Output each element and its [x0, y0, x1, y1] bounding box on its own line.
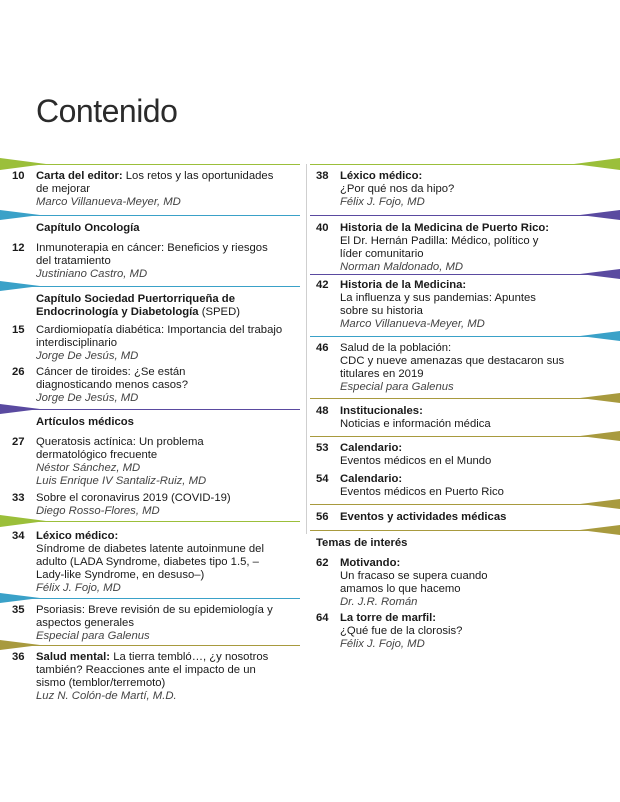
- entry-category: Carta del editor:: [36, 170, 123, 182]
- entry-author: Luz N. Colón-de Martí, M.D.: [36, 690, 177, 702]
- entry-author: Félix J. Fojo, MD: [340, 196, 425, 208]
- divider: [0, 409, 300, 410]
- divider: [0, 598, 300, 599]
- entry-title: ¿Qué fue de la clorosis?: [340, 625, 463, 637]
- page-number: 48: [316, 405, 329, 417]
- page-number: 34: [12, 530, 25, 542]
- entry-title: Sobre el coronavirus 2019 (COVID-19): [36, 492, 231, 504]
- entry-title: Síndrome de diabetes latente autoinmune del adulto (LADA Syndrome, diabetes tipo 1.5, – Lady-like Syndrome, en desuso–): [36, 543, 264, 581]
- entry-author: Diego Rosso-Flores, MD: [36, 505, 160, 517]
- page-number: 33: [12, 492, 25, 504]
- entry-author: Especial para Galenus: [36, 630, 150, 642]
- entry-category: Historia de la Medicina de Puerto Rico:: [340, 222, 550, 234]
- divider: [310, 215, 620, 216]
- entry-author: Félix J. Fojo, MD: [36, 582, 121, 594]
- page-number: 40: [316, 222, 329, 234]
- entry-author: Dr. J.R. Román: [340, 596, 418, 608]
- divider: [0, 521, 300, 522]
- entry-author: Especial para Galenus: [340, 381, 454, 393]
- entry-author: Justiniano Castro, MD: [36, 268, 148, 280]
- page-number: 53: [316, 442, 329, 454]
- page-title: Contenido: [36, 93, 178, 129]
- entry-author: Néstor Sánchez, MD: [36, 462, 141, 474]
- purple-tab-marker: [580, 210, 620, 220]
- section-heading-sped: [36, 293, 286, 319]
- entry-title: Eventos médicos en el Mundo: [340, 455, 492, 467]
- page-number: 62: [316, 557, 329, 569]
- entry-category: Salud mental:: [36, 651, 111, 663]
- page-number: 54: [316, 473, 329, 485]
- divider: [0, 164, 300, 165]
- page-number: 56: [316, 511, 329, 523]
- entry-title: Noticias e información médica: [340, 418, 491, 430]
- olive-tab-marker: [580, 431, 620, 441]
- entry-title: ¿Por qué nos da hipo?: [340, 183, 455, 195]
- olive-tab-marker: [580, 499, 620, 509]
- entry-title: CDC y nueve amenazas que destacaron sus titulares en 2019: [340, 355, 565, 380]
- divider: [310, 336, 620, 337]
- page-number: 36: [12, 651, 25, 663]
- entry-title: Un fracaso se supera cuando amamos lo que hacemo: [340, 570, 488, 595]
- blue-tab-marker: [580, 331, 620, 341]
- divider: [310, 504, 620, 505]
- section-heading-articulos: Artículos médicos: [36, 416, 134, 428]
- page-number: 26: [12, 366, 25, 378]
- section-heading-suffix: (SPED): [198, 306, 241, 318]
- entry-category: Calendario:: [340, 473, 403, 485]
- column-separator: [306, 164, 307, 534]
- divider: [0, 286, 300, 287]
- entry-title: Eventos médicos en Puerto Rico: [340, 486, 504, 498]
- section-heading-oncologia: Capítulo Oncología: [36, 222, 140, 234]
- entry-title: La tierra tembló…, ¿y nosotros también? Reacciones ante el impacto de un sismo (temblor/terremoto): [36, 651, 269, 689]
- entry-title: Inmunoterapia en cáncer: Beneficios y riesgos del tratamiento: [36, 242, 268, 267]
- divider: [310, 436, 620, 437]
- page-number: 35: [12, 604, 25, 616]
- green-tab-marker: [574, 158, 620, 170]
- entry-title: Los retos y las oportunidades de mejorar: [36, 170, 274, 195]
- entry-category: Eventos y actividades médicas: [340, 511, 507, 523]
- olive-tab-marker: [580, 393, 620, 403]
- entry-category: Historia de la Medicina:: [340, 279, 467, 291]
- page-number: 42: [316, 279, 329, 291]
- entry-category: Motivando:: [340, 557, 401, 569]
- entry-author: Marco Villanueva-Meyer, MD: [36, 196, 181, 208]
- divider: [310, 530, 620, 531]
- entry-title: Cáncer de tiroides: ¿Se están diagnosticando menos casos?: [36, 366, 188, 391]
- divider: [310, 274, 620, 275]
- entry-author: Jorge De Jesús, MD: [36, 392, 139, 404]
- entry-title: La influenza y sus pandemias: Apuntes sobre su historia: [340, 292, 536, 317]
- entry-category: Salud de la población:: [340, 342, 452, 354]
- entry-title: Queratosis actínica: Un problema dermatológico frecuente: [36, 436, 204, 461]
- page-number: 46: [316, 342, 329, 354]
- entry-category: Institucionales:: [340, 405, 423, 417]
- divider: [0, 215, 300, 216]
- entry-author: Félix J. Fojo, MD: [340, 638, 425, 650]
- page-number: 12: [12, 242, 25, 254]
- entry-title: El Dr. Hernán Padilla: Médico, político y líder comunitario: [340, 235, 539, 260]
- entry-category: Léxico médico:: [340, 170, 423, 182]
- divider: [310, 398, 620, 399]
- entry-author: Norman Maldonado, MD: [340, 261, 464, 273]
- page-number: 10: [12, 170, 25, 182]
- page-number: 64: [316, 612, 329, 624]
- entry-category: Calendario:: [340, 442, 403, 454]
- page-number: 27: [12, 436, 25, 448]
- entry-author: Marco Villanueva-Meyer, MD: [340, 318, 485, 330]
- entry-title: Cardiomiopatía diabética: Importancia del trabajo interdisciplinario: [36, 324, 283, 349]
- section-heading-temas: Temas de interés: [316, 537, 408, 549]
- entry-title: Psoriasis: Breve revisión de su epidemiología y aspectos generales: [36, 604, 273, 629]
- olive-tab-marker: [580, 525, 620, 535]
- divider: [0, 645, 300, 646]
- entry-category: Léxico médico:: [36, 530, 119, 542]
- entry-author: Luis Enrique IV Santaliz-Ruiz, MD: [36, 475, 207, 487]
- entry-author: Jorge De Jesús, MD: [36, 350, 139, 362]
- section-heading-text: Capítulo Sociedad Puertorriqueña de Endocrinología y Diabetología: [36, 293, 235, 318]
- page-number: 15: [12, 324, 25, 336]
- entry-category: La torre de marfil:: [340, 612, 437, 624]
- page-number: 38: [316, 170, 329, 182]
